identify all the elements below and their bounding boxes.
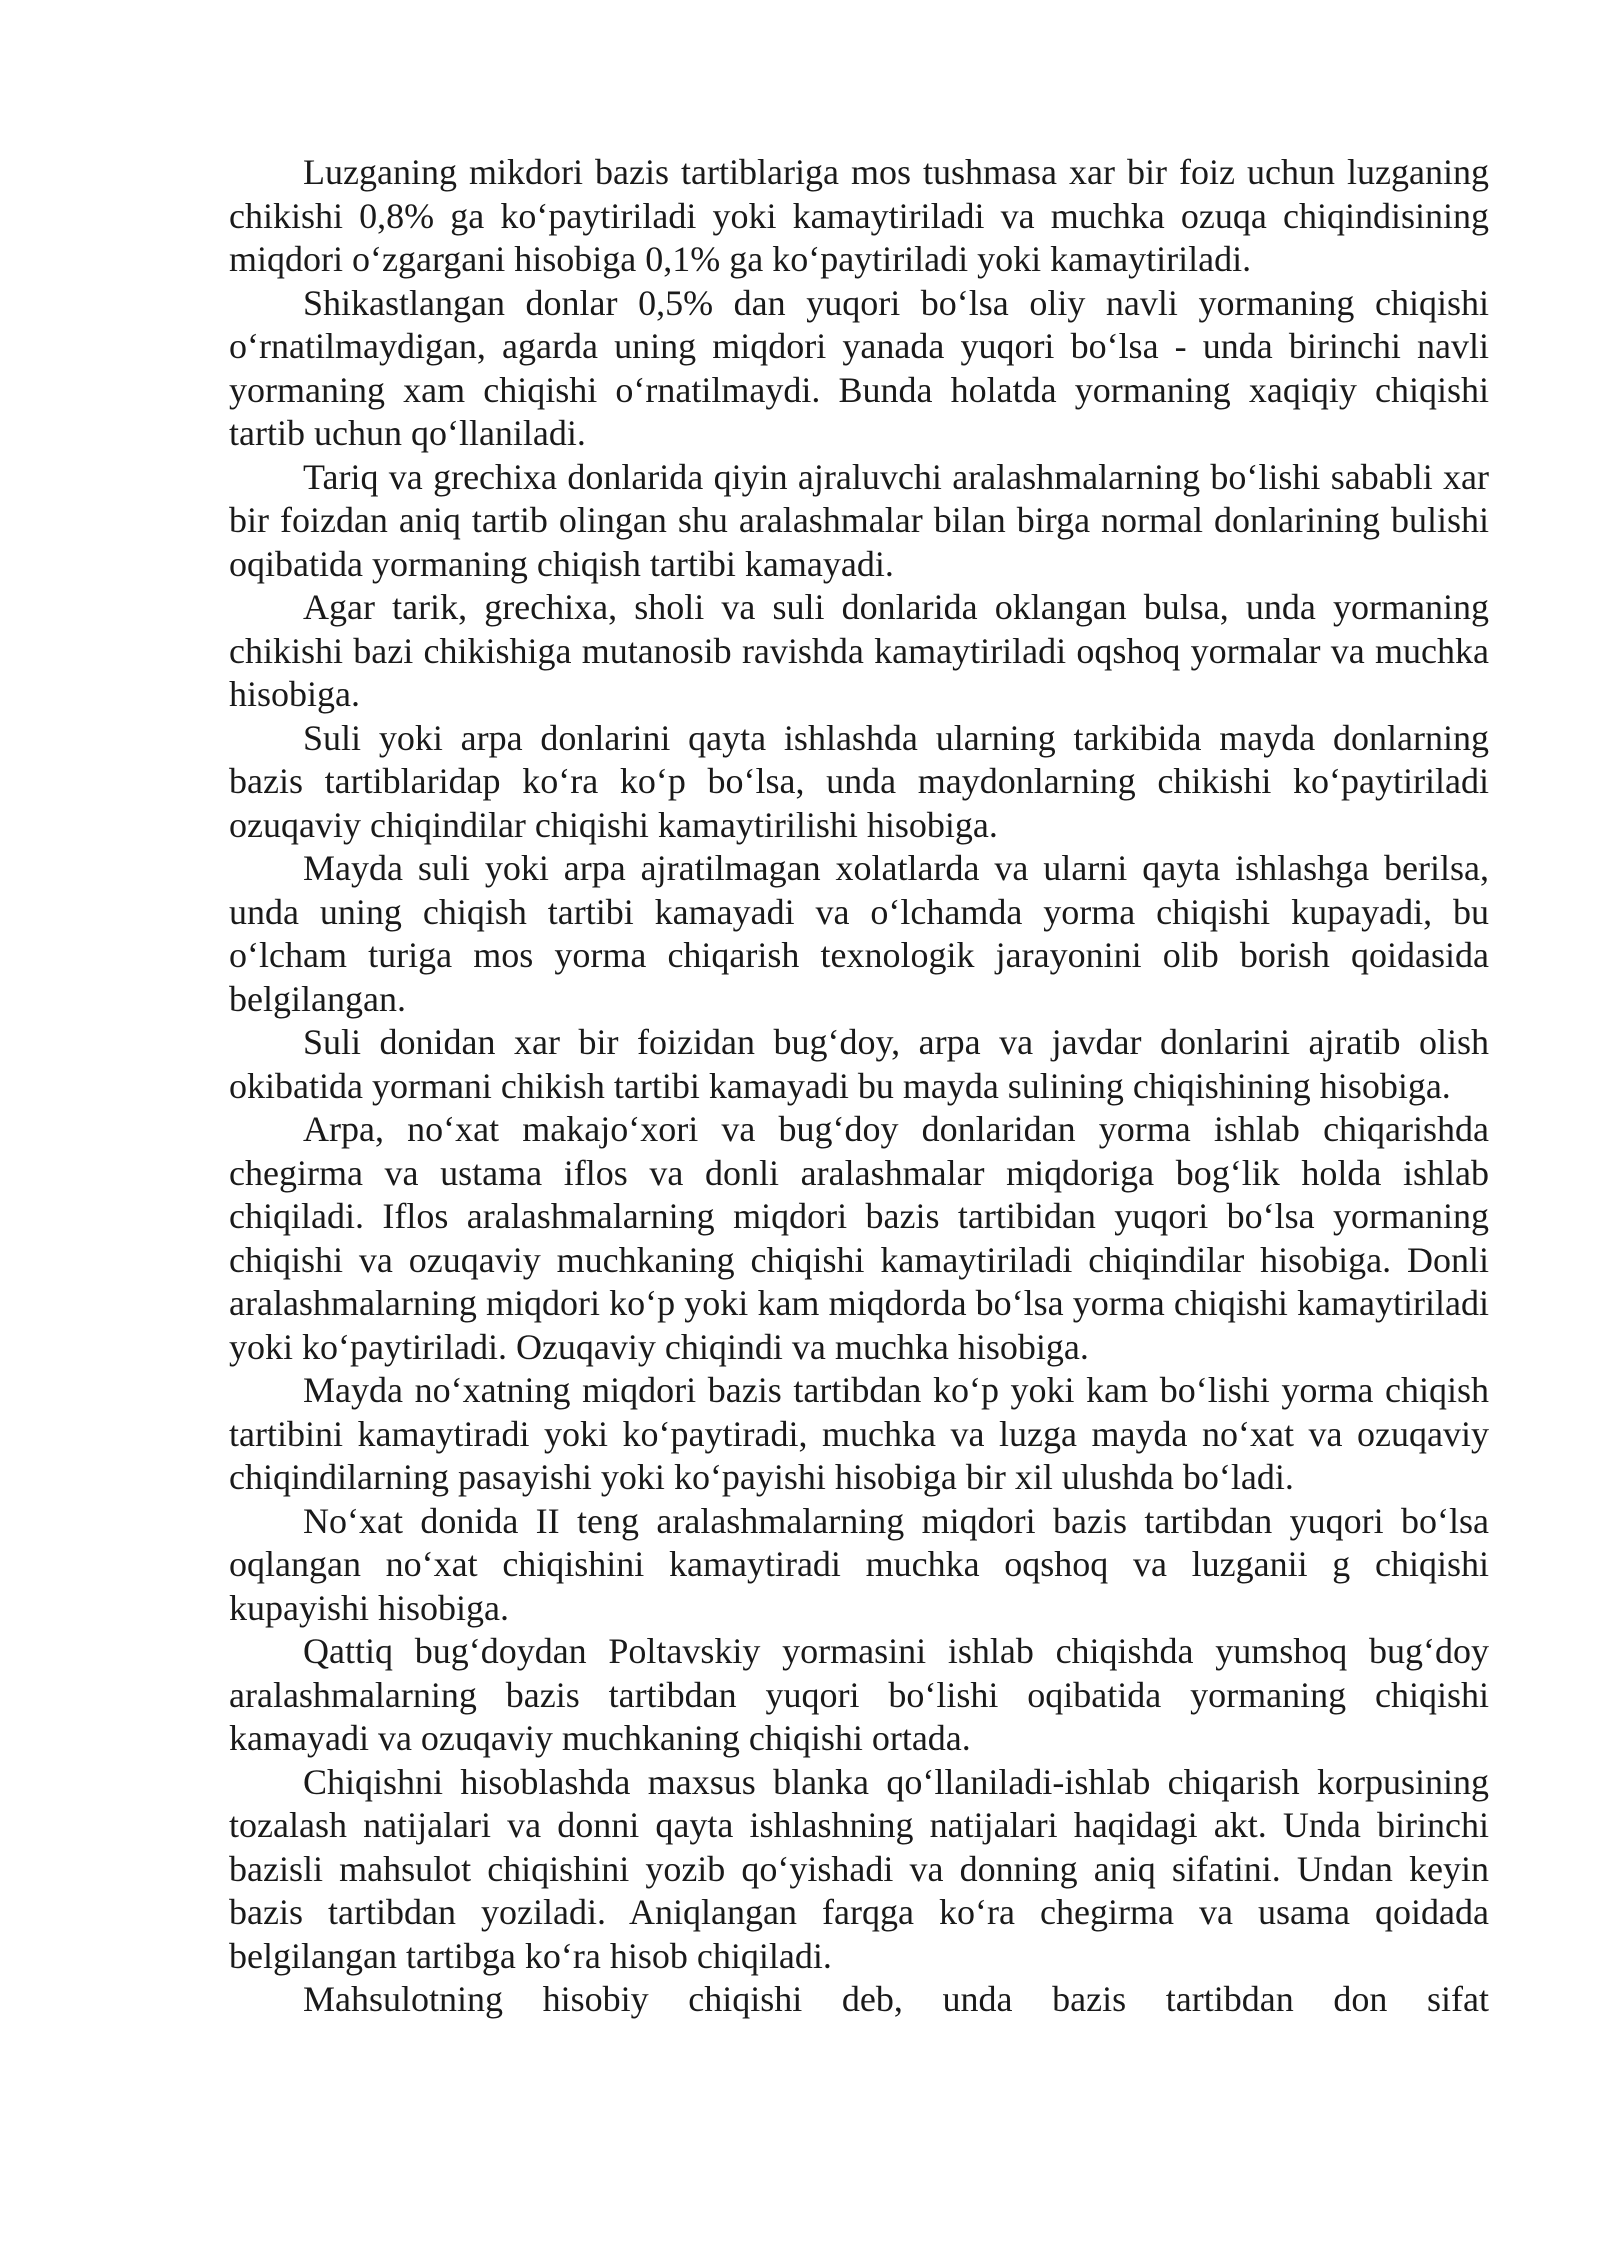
- paragraph-millet-buckwheat: Tariq va grechixa donlarida qiyin ajraluvchi aralashmalarning bo‘lishi sababli xar bir foizdan aniq tartib olingan shu aralashmalar bilan birga normal donlarining bulishi oqibatida yormaning chiqish tartibi kamayadi.: [229, 456, 1489, 584]
- paragraph-pea-admixtures: No‘xat donida II teng aralashmalarning miqdori bazis tartibdan yuqori bo‘lsa oqlangan no‘xat chiqishini kamaytiradi muchka oqshoq va luzganii g chiqishi kupayishi hisobiga.: [229, 1500, 1489, 1628]
- document-page: [229, 151, 1489, 2022]
- paragraph-small-oats-unseparated: Mayda suli yoki arpa ajratilmagan xolatlarda va ularni qayta ishlashga berilsa, unda uning chiqish tartibi kamayadi va o‘lchamda yorma chiqishi kupayadi, bu o‘lcham turiga mos yorma chiqarish texnologik jarayonini olib borish qoidasida belgilangan.: [229, 848, 1489, 1019]
- paragraph-durum-wheat: Qattiq bug‘doydan Poltavskiy yormasini ishlab chiqishda yumshoq bug‘doy aralashmalarning bazis tartibdan yuqori bo‘lishi oqibatida yormaning chiqishi kamayadi va ozuqaviy muchkaning chiqishi ortada.: [229, 1631, 1489, 1758]
- paragraph-husk-content: Luzganing mikdori bazis tartiblariga mos tushmasa xar bir foiz uchun luzganing chikishi 0,8% ga ko‘paytiriladi yoki kamaytiriladi va muchka ozuqa chiqindisining miqdori o‘zgargani hisobiga 0,1% ga ko‘paytiriladi yoki kamaytiriladi.: [229, 152, 1489, 279]
- paragraph-small-peas: Mayda no‘xatning miqdori bazis tartibdan ko‘p yoki kam bo‘lishi yorma chiqish tartibini kamaytiradi yoki ko‘paytiradi, muchka va luzga mayda no‘xat va ozuqaviy chiqindilarning pasayishi yoki ko‘payishi hisobiga bir xil ulushda bo‘ladi.: [229, 1370, 1489, 1497]
- paragraph-yield-calculation: Chiqishni hisoblashda maxsus blanka qo‘llaniladi-ishlab chiqarish korpusining tozalash natijalari va donni qayta ishlashning natijalari haqidagi akt. Unda birinchi bazisli mahsulot chiqishini yozib qo‘yishadi va donning aniq sifatini. Undan keyin bazis tartibdan yoziladi. Aniqlangan farqga ko‘ra chegirma va usama qoidada belgilangan tartibga ko‘ra hisob chiqiladi.: [229, 1761, 1489, 1976]
- paragraph-barley-pea-corn: Arpa, no‘xat makajo‘xori va bug‘doy donlaridan yorma ishlab chiqarishda chegirma va ustama iflos va donli aralashmalar miqdoriga bog‘lik holda ishlab chiqiladi. Iflos aralashmalarning miqdori bazis tartibidan yuqori bo‘lsa yormaning chiqishi va ozuqaviy muchkaning chiqishi kamaytiriladi chiqindilar hisobiga. Donli aralashmalarning miqdori ko‘p yoki kam miqdorda bo‘lsa yorma chiqishi kamaytiriladi yoki ko‘paytiriladi. Ozuqaviy chiqindi va muchka hisobiga.: [229, 1109, 1489, 1367]
- paragraph-hulled-grains: Agar tarik, grechixa, sholi va suli donlarida oklangan bulsa, unda yormaning chikishi bazi chikishiga mutanosib ravishda kamaytiriladi oqshoq yormalar va muchka hisobiga.: [229, 587, 1489, 714]
- paragraph-oat-barley-small: Suli yoki arpa donlarini qayta ishlashda ularning tarkibida mayda donlarning bazis tartiblaridap ko‘ra ko‘p bo‘lsa, unda maydonlarning chikishi ko‘paytiriladi ozuqaviy chiqindilar chiqishi kamaytirilishi hisobiga.: [229, 717, 1489, 845]
- paragraph-oat-impurities: Suli donidan xar bir foizidan bug‘doy, arpa va javdar donlarini ajratib olish okibatida yormani chikish tartibi kamayadi bu mayda sulining chiqishining hisobiga.: [229, 1022, 1489, 1106]
- paragraph-estimated-yield: Mahsulotning hisobiy chiqishi deb, unda bazis tartibdan don sifat: [303, 1979, 1489, 2019]
- paragraph-damaged-grains: Shikastlangan donlar 0,5% dan yuqori bo‘lsa oliy navli yormaning chiqishi o‘rnatilmaydigan, agarda uning miqdori yanada yuqori bo‘lsa - unda birinchi navli yormaning xam chiqishi o‘rnatilmaydi. Bunda holatda yormaning xaqiqiy chiqishi tartib uchun qo‘llaniladi.: [229, 282, 1489, 453]
